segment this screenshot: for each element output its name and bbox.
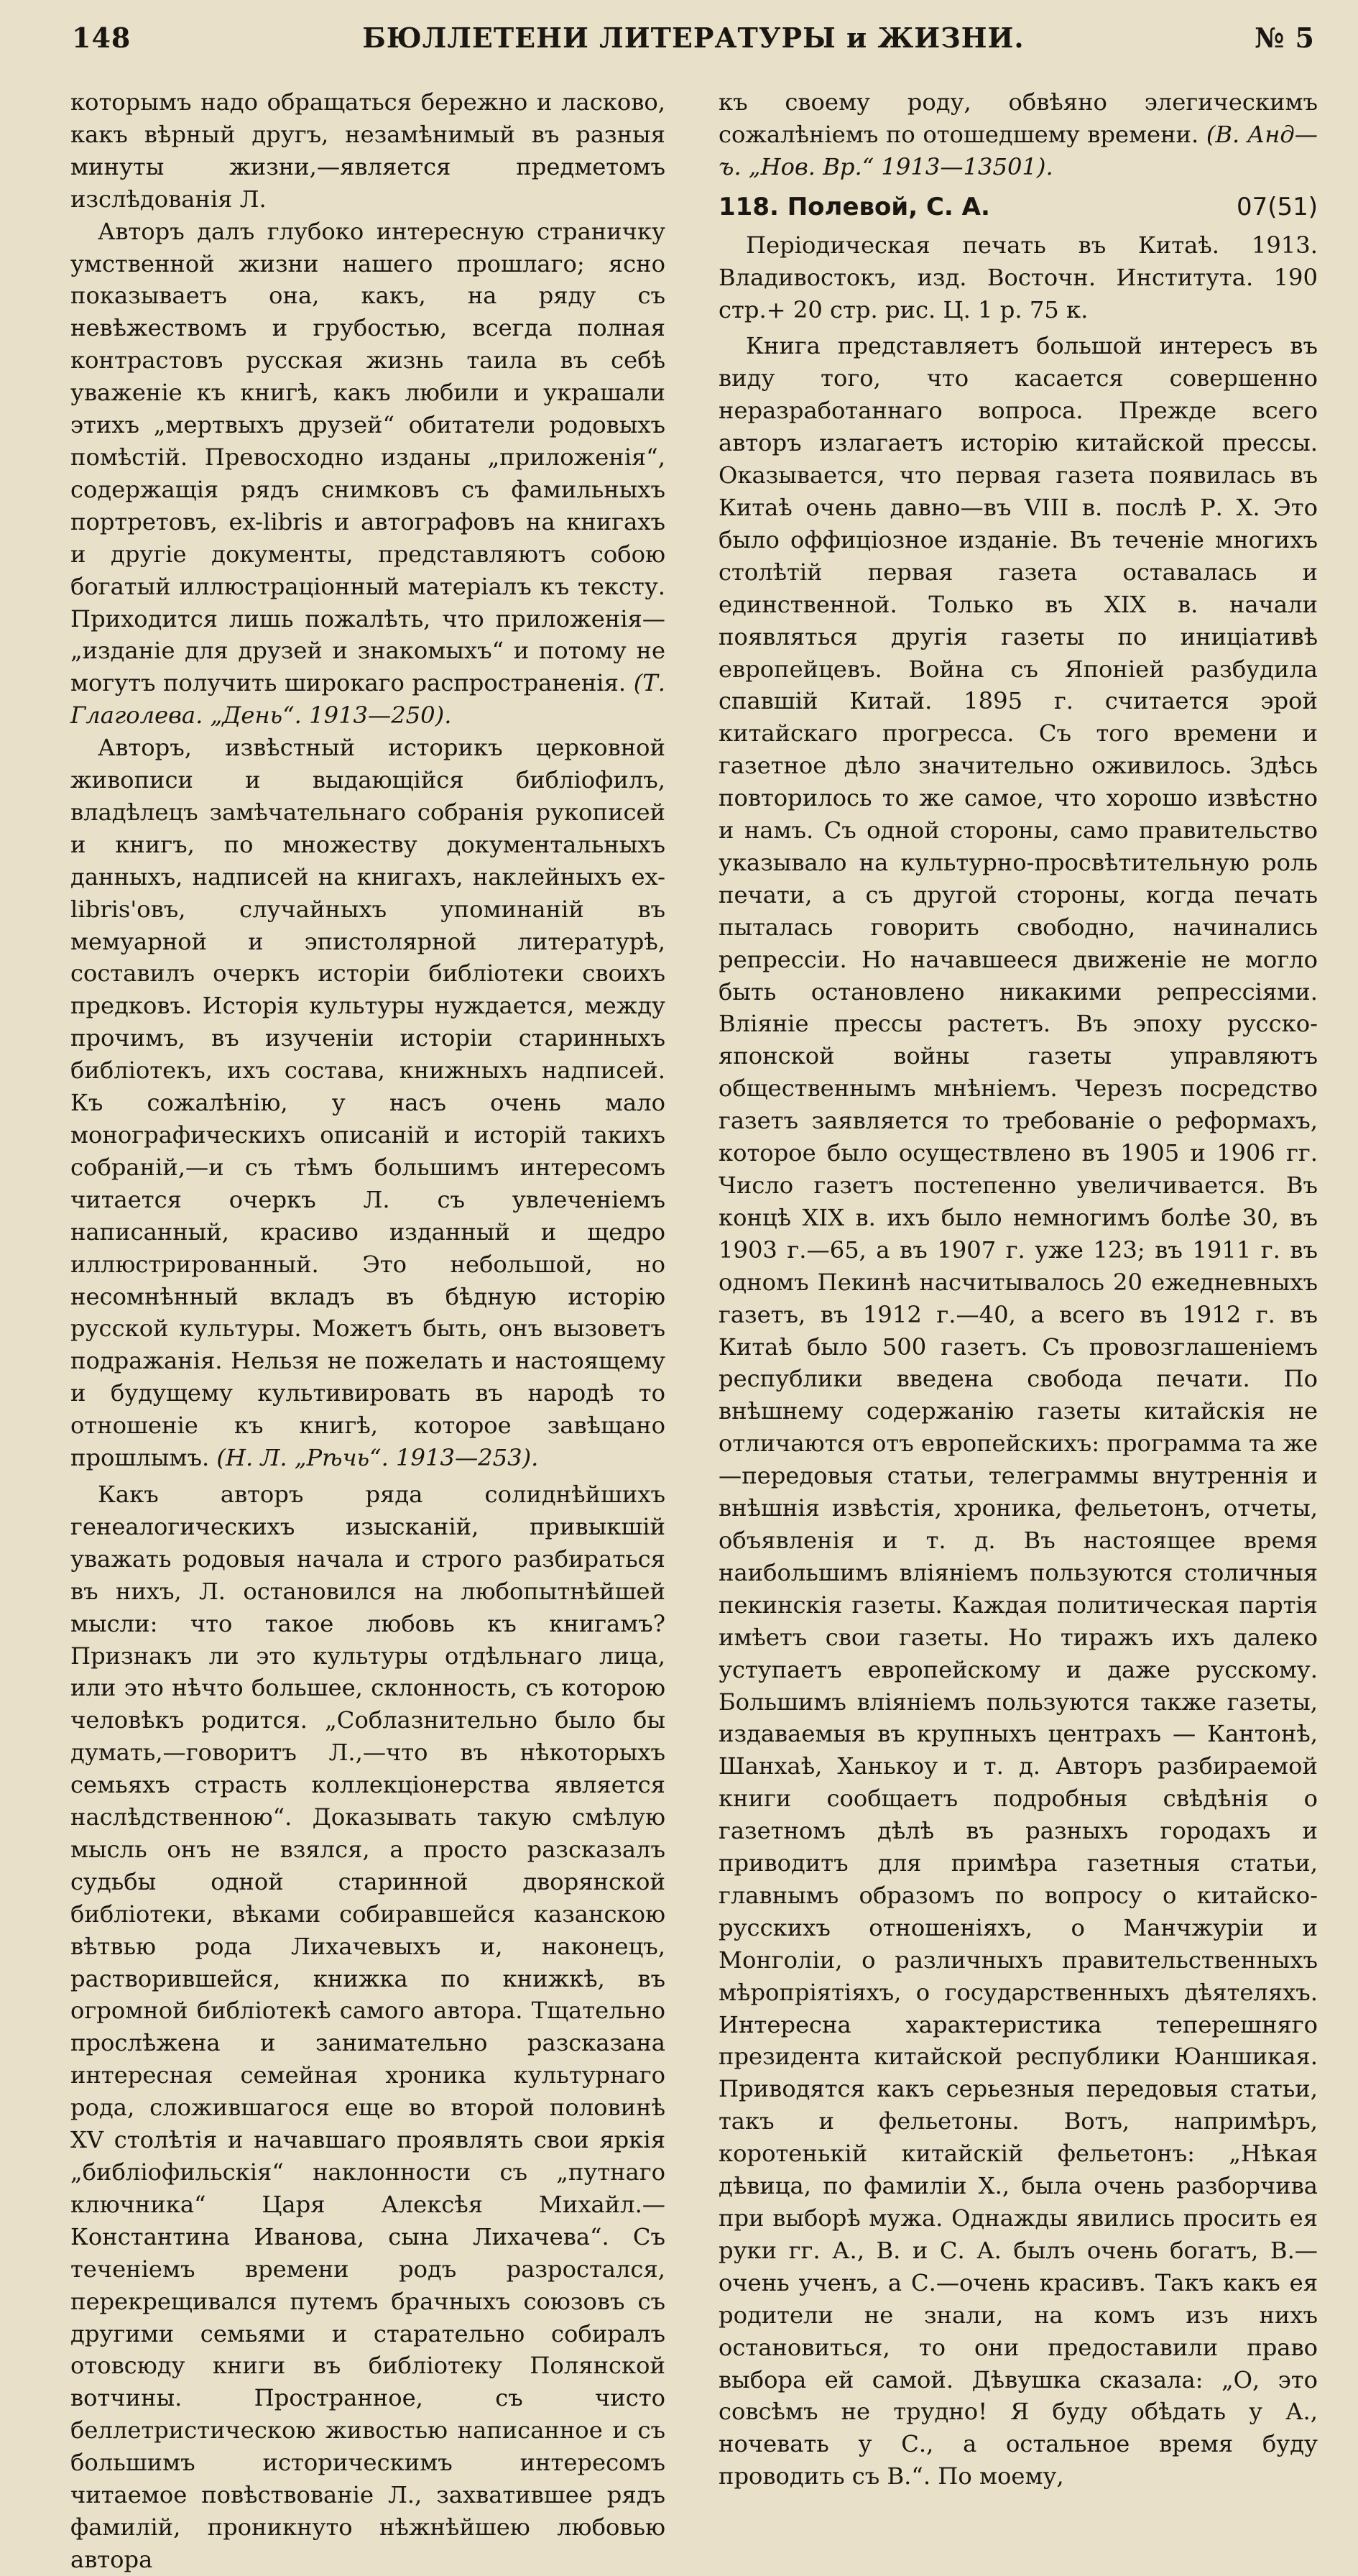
issue-number: № 5 bbox=[1255, 22, 1315, 54]
review-paragraph: Авторъ, извѣстный историкъ церковной живописи и выдающійся библіофилъ, владѣлецъ замѣчательнаго собранія рукописей и книгъ, по множеству документальныхъ данныхъ, надписей на книгахъ, наклейныхъ ex-libris'овъ, случайныхъ упоминаній въ мемуарной и эпистолярной литературѣ, составилъ очеркъ исторіи библіотеки своихъ предковъ. Исторія культуры нуждается, между прочимъ, въ изученіи исторіи старинныхъ библіотекъ, ихъ состава, книжныхъ надписей. Къ сожалѣнію, у насъ очень мало монографическихъ описаній и исторій такихъ собраній,—и съ тѣмъ большимъ интересомъ читается очеркъ Л. съ увлеченіемъ написанный, красиво изданный и щедро иллюстрированный. Это небольшой, но несомнѣнный вкладъ въ бѣдную исторію русской культуры. Можетъ быть, онъ вызоветъ подражанія. Нельзя не пожелать и настоящему и будущему культивировать въ народѣ то отношеніе къ книгѣ, которое завѣщано прошлымъ. (Н. Л. „Рѣчь“. 1913—253). bbox=[70, 734, 665, 1472]
review-paragraph: Авторъ далъ глубоко интересную страничку умственной жизни нашего прошлаго; ясно показываетъ она, какъ, на ряду съ невѣжествомъ и грубостью, всегда полная контрастовъ русская жизнь таила въ себѣ уваженіе къ книгѣ, какъ любили и украшали этихъ „мертвыхъ друзей“ обитатели родовыхъ помѣстій. Превосходно изданы „приложенія“, содержащія рядъ снимковъ съ фамильныхъ портретовъ, ex-libris и автографовъ на книгахъ и другіе документы, представляютъ собою богатый иллюстраціонный матеріалъ къ тексту. Приходится лишь пожалѣть, что приложенія—„изданіе для друзей и знакомыхъ“ и потому не могутъ получить широкаго распространенія. (Т. Глаголева. „День“. 1913—250). bbox=[70, 217, 665, 730]
review-source: (В. Анд—ъ. „Нов. Вр.“ 1913—13501). bbox=[719, 120, 1318, 180]
entry-classification: 07(51) bbox=[1236, 192, 1318, 221]
running-title: БЮЛЛЕТЕНИ ЛИТЕРАТУРЫ и ЖИЗНИ. bbox=[362, 22, 1025, 54]
entry-bibliography: Періодическая печать въ Китаѣ. 1913. Владивостокъ, изд. Восточн. Института. 190 стр.+ 20 стр. рис. Ц. 1 р. 75 к. bbox=[719, 231, 1318, 323]
review-source: (Т. Глаголева. „День“. 1913—250). bbox=[70, 669, 665, 730]
entry-number-author: 118. Полевой, С. А. bbox=[719, 192, 990, 221]
page-number: 148 bbox=[72, 22, 131, 54]
review-paragraph: къ своему роду, обвѣяно элегическимъ сожалѣніемъ по отошедшему времени. (В. Анд—ъ. „Нов. Вр.“ 1913—13501). bbox=[719, 88, 1318, 180]
page-header bbox=[72, 16, 1315, 59]
entry-heading bbox=[719, 185, 1318, 229]
review-paragraph: Книга представляетъ большой интересъ въ виду того, что касается совершенно неразработаннаго вопроса. Прежде всего авторъ излагаетъ исторію китайской прессы. Оказывается, что первая газета появилась въ Китаѣ очень давно—въ VIII в. послѣ Р. Х. Это было оффиціозное изданіе. Въ теченіе многихъ столѣтій первая газета оставалась и единственной. Только въ XIX в. начали появляться другія газеты по иниціативѣ европейцевъ. Война съ Японіей разбудила спавшій Китай. 1895 г. считается эрой китайскаго прогресса. Съ того времени и газетное дѣло значительно оживилось. Здѣсь повторилось то же самое, что хорошо извѣстно и намъ. Съ одной стороны, само правительство указывало на культурно-просвѣтительную роль печати, а съ другой стороны, когда печать пыталась говорить свободно, начинались репрессіи. Но начавшееся движеніе не могло быть остановлено никакими репрессіями. Вліяніе прессы растетъ. Въ эпоху русско-японской войны газеты управляютъ общественнымъ мнѣніемъ. Черезъ посредство газетъ заявляется то требованіе о реформахъ, которое было осуществлено въ 1905 и 1906 гг. Число газетъ постепенно увеличивается. Въ концѣ XIX в. ихъ было немногимъ болѣе 30, въ 1903 г.—65, а въ 1907 г. уже 123; въ 1911 г. въ одномъ Пекинѣ насчитывалось 20 ежедневныхъ газетъ, въ 1912 г.—40, а всего въ 1912 г. въ Китаѣ было 500 газетъ. Съ провозглашеніемъ республики введена свобода печати. По внѣшнему содержанію газеты китайскія не отличаются отъ европейскихъ: программа та же—передовыя статьи, телеграммы внутреннія и внѣшнія извѣстія, хроника, фельетонъ, отчеты, объявленія и т. д. Въ настоящее время наибольшимъ вліяніемъ пользуются столичныя пекинскія газеты. Каждая политическая партія имѣетъ свои газеты. Но тиражъ ихъ далеко уступаетъ европейскому и даже русскому. Большимъ вліяніемъ пользуются также газеты, издаваемыя въ крупныхъ центрахъ — Кантонѣ, Шанхаѣ, Ханькоу и т. д. Авторъ разбираемой книги сообщаетъ подробныя свѣдѣнія о газетномъ дѣлѣ въ разныхъ городахъ и приводитъ для примѣра газетныя статьи, главнымъ образомъ по вопросу о китайско-русскихъ отношеніяхъ, о Манчжуріи и Монголіи, о различныхъ правительственныхъ мѣропріятіяхъ, о государственныхъ дѣятеляхъ. Интересна характеристика теперешняго президента китайской республики Юаншикая. Приводятся какъ серьезныя передовыя статьи, такъ и фельетоны. Вотъ, напримѣръ, коротенькій китайскій фельетонъ: „Нѣкая дѣвица, по фамиліи Х., была очень разборчива при выборѣ мужа. Однажды явились просить ея руки гг. А., В. и С. А. былъ очень богатъ, В.—очень ученъ, а С.—очень красивъ. Такъ какъ ея родители не знали, на комъ изъ нихъ остановиться, то они предоставили право выбора ей самой. Дѣвушка сказала: „О, это совсѣмъ не трудно! Я буду обѣдать у А., ночевать у С., а остальное время буду проводить съ В.“. По моему, bbox=[719, 332, 1318, 2490]
review-source: (Н. Л. „Рѣчь“. 1913—253). bbox=[216, 1444, 539, 1472]
left-column bbox=[70, 86, 665, 2573]
right-column bbox=[719, 86, 1318, 2490]
review-paragraph: Какъ авторъ ряда солиднѣйшихъ генеалогическихъ изысканій, привыкшій уважать родовыя начала и строго разбираться въ нихъ, Л. остановился на любопытнѣйшей мысли: что такое любовь къ книгамъ? Признакъ ли это культуры отдѣльнаго лица, или это нѣчто большее, склонность, съ которою человѣкъ родится. „Соблазнительно было бы думать,—говоритъ Л.,—что въ нѣкоторыхъ семьяхъ страсть коллекціонерства является наслѣдственною“. Доказывать такую смѣлую мысль онъ не взялся, а просто разсказалъ судьбы одной старинной дворянской библіотеки, вѣками собиравшейся казанскою вѣтвью рода Лихачевыхъ и, наконецъ, растворившейся, книжка по книжкѣ, въ огромной библіотекѣ самого автора. Тщательно прослѣжена и занимательно разсказана интересная семейная хроника культурнаго рода, сложившагося еще во второй половинѣ XV столѣтія и начавшаго проявлять свои яркія „библіофильскія“ наклонности съ „путнаго ключника“ Царя Алексѣя Михайл.—Константина Иванова, сына Лихачева“. Съ теченіемъ времени родъ разростался, перекрещивался путемъ брачныхъ союзовъ съ другими семьями и старательно собиралъ отовсюду книги въ библіотеку Полянской вотчины. Пространное, съ чисто беллетристическою живостью написанное и съ большимъ историческимъ интересомъ читаемое повѣствованіе Л., захватившее рядъ фамилій, проникнуто нѣжнѣйшею любовью автора bbox=[70, 1480, 665, 2573]
paragraph: которымъ надо обращаться бережно и ласково, какъ вѣрный другъ, незамѣнимый въ разныя минуты жизни,—является предметомъ изслѣдованія Л. bbox=[70, 88, 665, 213]
